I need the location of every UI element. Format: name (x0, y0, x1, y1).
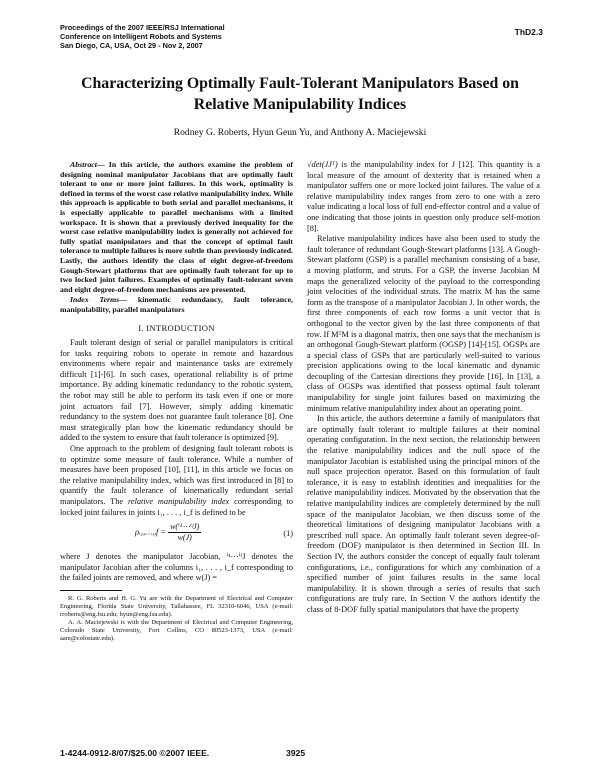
intro-paragraph-2 (60, 444, 293, 518)
intro-paragraph-2-b: corresponding to locked joint failures in joints i₁, . . . , i_f is defined to be (60, 497, 293, 517)
equation-1 (60, 522, 293, 548)
right-paragraph-3: In this article, the authors determine a family of manipulators that are optimally fault tolerant to multiple failures at their nominal operating configuration. In the next section, the relationship between the relative manipulability indices and the null space of the manipulator Jacobian is established using the principal minors of the null space projection operator. Based on this formulation of fault tolerance, it is easy to establish identities and inequalities for the relative manipulability indices. Motivated by the observation that the relative manipulability indices are completely determined by the null space of the manipulator Jacobian, we then discuss some of the theoretical limitations of designing manipulator Jacobians with a prescribed null space. An optimally fault tolerant seven degree-of-freedom (DOF) manipulator is then determined in Section III. In Section IV, the authors consider the concept of equally fault tolerant configurations, i.e., configurations for which any combination of a specified number of joint failures results in the same local manipulability. It is shown through a series of results that such configurations are truly rare. In Section V the authors identify the class of 8-DOF fully spatial manipulators that have the property (307, 414, 540, 614)
session-code: ThD2.3 (514, 27, 543, 37)
author-list: Rodney G. Roberts, Hyun Geun Yu, and Anthony A. Maciejewski (173, 127, 427, 138)
right-column (307, 160, 540, 616)
equation-number: (1) (283, 529, 293, 539)
manipulability-formula: √det(JJᵀ) (307, 160, 338, 169)
intro-paragraph-2-emphasis: relative manipulability index (127, 497, 230, 506)
intro-paragraph-1: Fault tolerant design of serial or parallel manipulators is critical for tasks requiring robots to operate in remote and hazardous environments where repair and maintenance tasks are extremely difficult [1]-[6]. In such cases, operational reliability is of prime importance. By adding kinematic redundancy to the robotic system, the robot may still be able to perform its task even if one or more joint actuators fail [7]. However, simply adding kinematic redundancy to the system does not guarantee fault tolerance [8]. One must strategically plan how the kinematic redundancy should be added to the system to ensure that fault tolerance is optimized [9]. (60, 338, 293, 443)
copyright-isbn: 1-4244-0912-8/07/$25.00 ©2007 IEEE. (60, 748, 210, 758)
intro-paragraph-2-a: One approach to the problem of designing fault tolerant robots is to optimize some measure of fault tolerance. While a number of measures have been proposed [10], [11], in this article we focus on the relative manipulability index, which was first introduced in [8] to quantify the fault tolerance of kinematically redundant serial manipulators. The (60, 444, 293, 506)
footnote-2: A. A. Maciejewski is with the Department of Electrical and Computer Engineering, Colorado State University, Fort Collins, CO 80523-1373, USA (e-mail: aam@colostate.edu). (60, 618, 293, 642)
abstract (60, 160, 293, 294)
footnote-rule (60, 590, 122, 591)
left-column (60, 160, 293, 643)
page-number: 3925 (286, 748, 306, 758)
index-terms-label: Index Terms (70, 295, 120, 305)
conference-line-3: San Diego, CA, USA, Oct 29 - Nov 2, 2007 (60, 41, 203, 50)
section-heading-introduction: I. INTRODUCTION (138, 322, 215, 333)
right-paragraph-2: Relative manipulability indices have also been used to study the fault tolerance of redundant Gough-Stewart platforms [13]. A Gough-Stewart platform (GSP) is a parallel mechanism consisting of a base, a moving platform, and struts. For a GSP, the inverse Jacobian M maps the generalized velocity of the payload to the corresponding joint velocities of the individual struts. The matrix M has the same form as the transpose of a manipulator Jacobian J. In other words, the first three components of each row forms a unit vector that is orthogonal to the vector given by the last three components of that row. If MᵀM is a diagonal matrix, then one says that the mechanism is an orthogonal Gough-Stewart platform (OGSP) [14]-[15]. OGSPs are a special class of GSPs that are particularly well-suited to various precision applications owing to the local kinematic and dynamic decoupling of the Cartesian directions they provide [16]. In [13], a class of OGSPs was identified that possess optimal fault tolerant manipulability for single joint failures based on maximizing the minimum relative manipulability index about an operating point. (307, 234, 540, 413)
paper-title (60, 73, 540, 115)
intro-paragraph-3: where J denotes the manipulator Jacobian, ⁱ¹⋯ⁱᶠJ denotes the manipulator Jacobian after the columns i₁, . . . , i_f corresponding to the failed joints are removed, and where w(J) = (60, 552, 293, 583)
equation-body (135, 522, 201, 543)
equation-numerator: w(ⁱ¹⋯ⁱᶠJ) (170, 522, 200, 532)
index-terms (60, 295, 293, 314)
conference-line-1: Proceedings of the 2007 IEEE/RSJ International (60, 23, 225, 32)
right-paragraph-1-text: is the manipulability index for J [12]. This quantity is a local measure of the amount of dexterity that is retained when a manipulator suffers one or more locked joint failures. The value of a relative manipulability index ranges from zero to one with a zero value indicating a local loss of full end-effector control and a value of one indicating that those joints in question only produce self-motion [8]. (307, 160, 540, 233)
right-paragraph-1 (307, 160, 540, 234)
equation-denominator: w(J) (177, 533, 192, 543)
conference-header (60, 23, 225, 50)
conference-line-2: Conference on Intelligent Robots and Systems (60, 32, 222, 41)
equation-lhs: ρᵢ₁,…,ᵢf = (135, 527, 166, 537)
title-line-2: Relative Manipulability Indices (193, 96, 407, 113)
equation-fraction (168, 522, 201, 543)
abstract-label: Abstract (70, 160, 97, 169)
index-terms-text: — kinematic redundancy, fault tolerance, manipulability, parallel manipulators (60, 295, 294, 314)
title-line-1: Characterizing Optimally Fault-Tolerant Manipulators Based on (81, 75, 519, 92)
abstract-text: — In this article, the authors examine the problem of designing nominal manipulator Jacobians that are optimally fault tolerant to one or more joint failures. In this work, optimality is defined in terms of the worst case relative manipulability index. While this approach is applicable to both serial and parallel mechanisms, it is especially applicable to parallel mechanisms with a limited workspace. It is shown that a previously derived inequality for the worst case relative manipulability index is generally not achieved for fully spatial manipulators and that the concept of optimal fault tolerance to multiple failures is more subtle than previously indicated. Lastly, the authors identify the class of eight degree-of-freedom Gough-Stewart platforms that are optimally fault tolerant for up to two locked joint failures. Examples of optimally fault-tolerant seven and eight degree-of-freedom mechanisms are presented. (60, 160, 293, 294)
footnote-1: R. G. Roberts and H. G. Yu are with the Department of Electrical and Computer Engineering, Florida State University, Tallahassee, FL 32310-6046, USA (e-mail: rroberts@eng.fsu.edu; hyun@eng.fsu.edu). (60, 594, 293, 618)
